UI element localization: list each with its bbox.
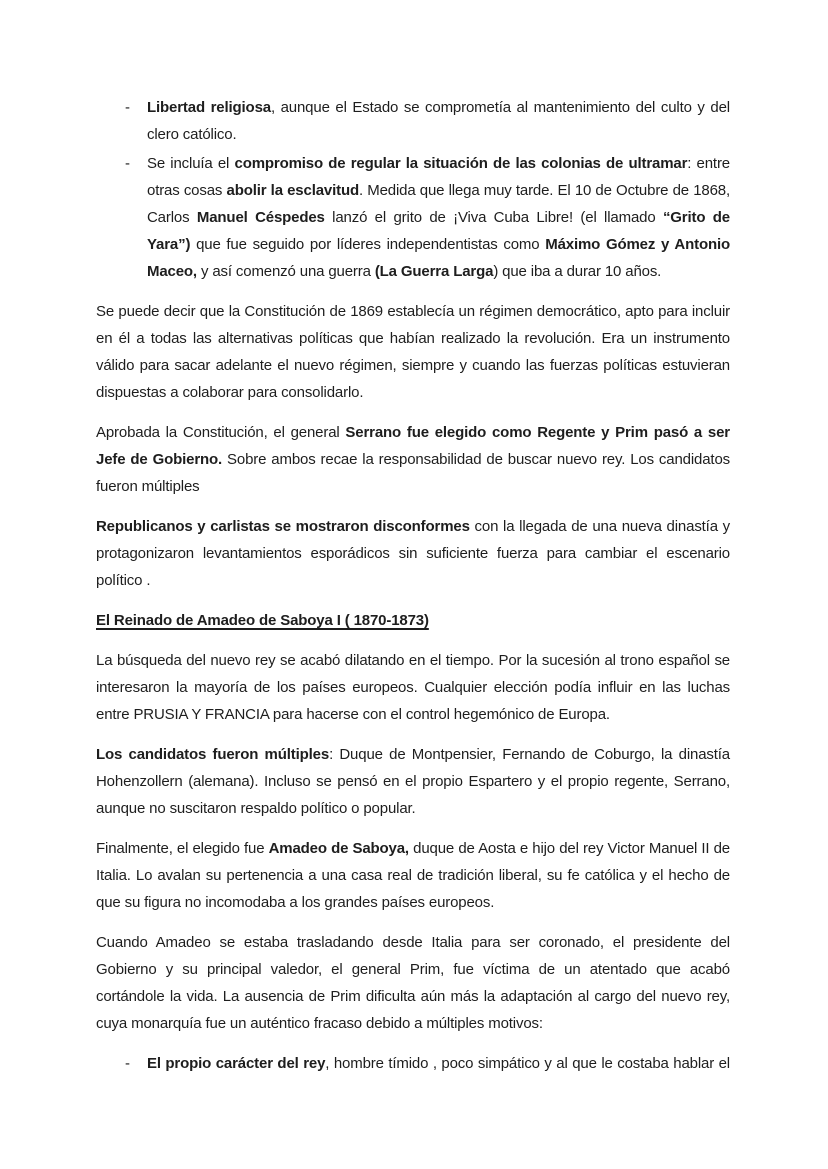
text-run: : entre otras cosas — [147, 155, 730, 199]
bullet-list-item — [96, 150, 730, 285]
bold-text-run: Los candidatos fueron múltiples — [96, 746, 330, 763]
bullet-text — [147, 150, 730, 285]
text-run: ) que iba a durar 10 años. — [493, 263, 662, 280]
bold-text-run: Amadeo de Saboya, — [268, 840, 409, 857]
body-paragraph — [96, 419, 730, 500]
text-run: Se incluía el — [147, 155, 235, 172]
bold-text-run: (La Guerra Larga — [374, 263, 494, 280]
bold-text-run: Manuel Céspedes — [196, 209, 325, 226]
text-run: Aprobada la Constitución, el general — [96, 424, 346, 441]
text-run: La búsqueda del nuevo rey se acabó dilatando en el tiempo. Por la sucesión al trono español se interesaron la mayoría de los países europeos. Cualquier elección podía influir en las luchas entre PRUSIA Y FRANCIA para hacerse con el control hegemónico de Europa. — [96, 652, 730, 723]
body-paragraph — [96, 929, 730, 1037]
body-paragraph — [96, 513, 730, 594]
text-run: Sobre ambos recae la responsabilidad de buscar nuevo rey. Los candidatos fueron múltiples — [96, 451, 730, 495]
bullet-dash-marker: - — [125, 99, 130, 116]
text-run: lanzó el grito de ¡Viva Cuba Libre! (el llamado — [324, 209, 663, 226]
text-run: : Duque de Montpensier, Fernando de Coburgo, la dinastía Hohenzollern (alemana). Incluso se pensó en el propio Espartero y el propio regente, Serrano, aunque no suscitaron respaldo político o popular. — [96, 746, 730, 817]
bullet-dash-marker: - — [125, 1055, 130, 1072]
bullet-dash-marker: - — [125, 155, 130, 172]
bold-text-run: Máximo Gómez y Antonio Maceo, — [147, 236, 730, 280]
bold-text-run: Serrano fue elegido como Regente y Prim pasó a ser Jefe de Gobierno. — [96, 424, 730, 468]
bold-text-run: Republicanos y carlistas se mostraron disconformes — [96, 518, 470, 535]
bullet-list-item — [96, 1050, 730, 1077]
text-run: que fue seguido por líderes independentistas como — [190, 236, 546, 253]
text-run: . Medida que llega muy tarde. El 10 de Octubre de 1868, Carlos — [147, 182, 730, 226]
bold-text-run: abolir la esclavitud — [226, 182, 359, 199]
body-paragraph — [96, 741, 730, 822]
bullet-text — [147, 1050, 730, 1077]
body-paragraph — [96, 298, 730, 406]
text-run: Finalmente, el elegido fue — [96, 840, 269, 857]
bold-text-run: compromiso de regular la situación de las colonias de ultramar — [234, 155, 688, 172]
bold-text-run: El propio carácter del rey — [147, 1055, 326, 1072]
text-run: , aunque el Estado se comprometía al mantenimiento del culto y del clero católico. — [147, 99, 730, 143]
section-heading — [96, 607, 730, 634]
bold-text-run: El Reinado de Amadeo de Saboya I ( 1870-1873) — [96, 612, 429, 629]
text-run: Se puede decir que la Constitución de 1869 establecía un régimen democrático, apto para incluir en él a todas las alternativas políticas que habían realizado la revolución. Era un instrumento válido para sacar adelante el nuevo régimen, siempre y cuando las fuerzas políticas estuvieran dispuestas a colaborar para consolidarlo. — [96, 303, 730, 401]
body-paragraph — [96, 835, 730, 916]
text-run: con la llegada de una nueva dinastía y protagonizaron levantamientos esporádicos sin suficiente fuerza para cambiar el escenario político . — [96, 518, 730, 589]
bold-text-run: Libertad religiosa — [147, 99, 271, 116]
bullet-text — [147, 94, 730, 148]
document-content — [96, 94, 730, 1077]
text-run: Cuando Amadeo se estaba trasladando desde Italia para ser coronado, el presidente del Gobierno y su principal valedor, el general Prim, fue víctima de un atentado que acabó cortándole la vida. La ausencia de Prim dificulta aún más la adaptación al cargo del nuevo rey, cuya monarquía fue un auténtico fracaso debido a múltiples motivos: — [96, 934, 730, 1032]
text-run: , hombre tímido , poco simpático y al que le costaba hablar el — [325, 1055, 730, 1072]
text-run: duque de Aosta e hijo del rey Victor Manuel II de Italia. Lo avalan su pertenencia a una casa real de tradición liberal, su fe católica y el hecho de que su figura no incomodaba a los grandes países europeos. — [96, 840, 731, 911]
bullet-list-item — [96, 94, 730, 148]
bold-text-run: “Grito de Yara”) — [147, 209, 730, 253]
text-run: y así comenzó una guerra — [196, 263, 375, 280]
body-paragraph — [96, 647, 730, 728]
